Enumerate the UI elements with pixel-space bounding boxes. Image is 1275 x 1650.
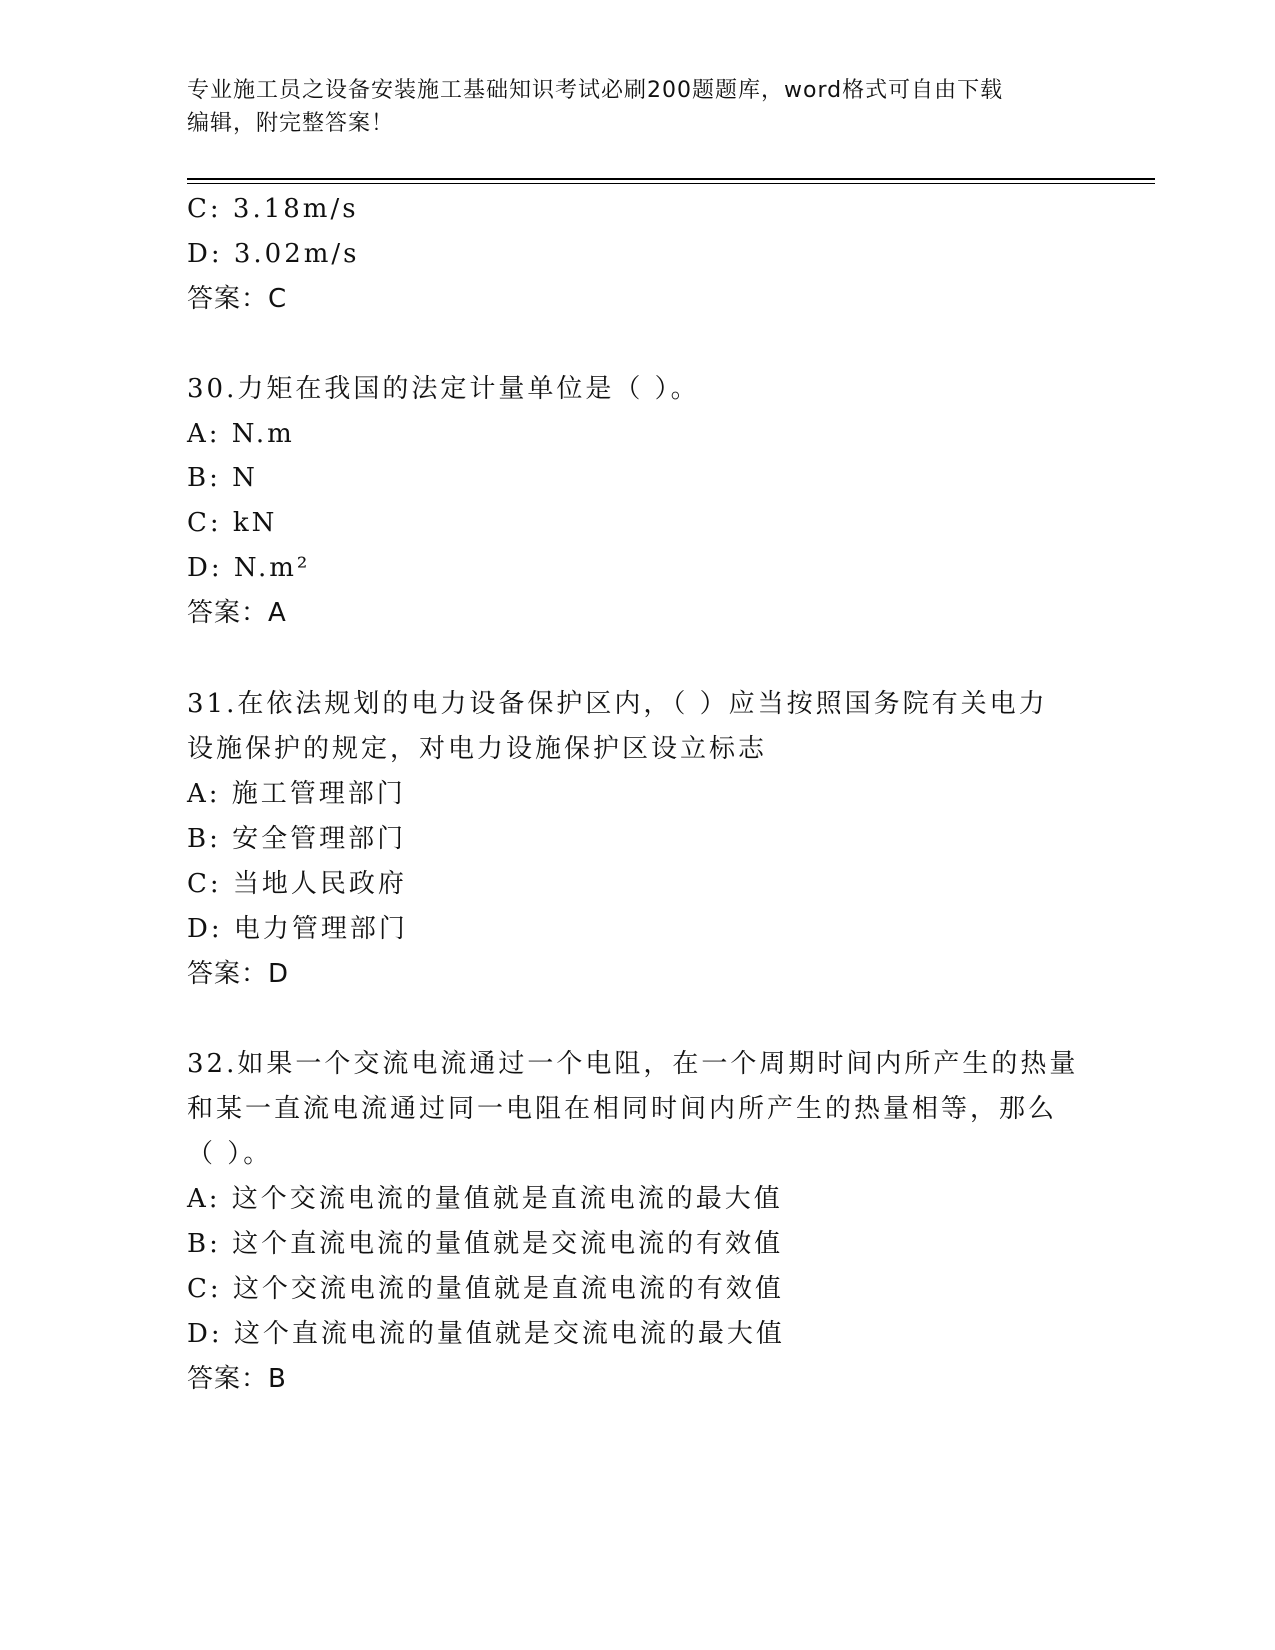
header-divider-thin — [187, 183, 1155, 184]
header-title-line-1: 专业施工员之设备安装施工基础知识考试必刷200题题库，word格式可自由下载 — [187, 78, 1004, 103]
question-30-option-c: C: kN — [187, 508, 278, 538]
header-divider-thick — [187, 178, 1155, 180]
question-32-option-c: C: 这个交流电流的量值就是直流电流的有效值 — [187, 1274, 784, 1304]
question-31-option-a: A: 施工管理部门 — [187, 779, 406, 809]
question-32-option-d: D: 这个直流电流的量值就是交流电流的最大值 — [187, 1319, 785, 1349]
carry-over-option-c: C: 3.18m/s — [187, 194, 359, 224]
question-31-answer: 答案：D — [187, 959, 290, 989]
question-32-answer: 答案：B — [187, 1364, 287, 1394]
question-31-stem-line-2: 设施保护的规定，对电力设施保护区设立标志 — [187, 734, 768, 764]
question-32-option-b: B: 这个直流电流的量值就是交流电流的有效值 — [187, 1229, 784, 1259]
question-32-stem-line-2: 和某一直流电流通过同一电阻在相同时间内所产生的热量相等，那么 — [187, 1094, 1058, 1124]
question-31-option-c: C: 当地人民政府 — [187, 869, 407, 899]
question-30-stem-line-1: 30.力矩在我国的法定计量单位是（ ）。 — [187, 374, 700, 404]
question-30-option-d: D: N.m² — [187, 553, 311, 583]
question-32-stem-line-3: （ ）。 — [187, 1139, 273, 1169]
question-32-option-a: A: 这个交流电流的量值就是直流电流的最大值 — [187, 1184, 783, 1214]
question-30-option-b: B: N — [187, 463, 258, 493]
header-title-line-2: 编辑，附完整答案！ — [187, 111, 395, 136]
question-31-option-b: B: 安全管理部门 — [187, 824, 407, 854]
question-30-answer: 答案：A — [187, 598, 287, 628]
carry-over-option-d: D: 3.02m/s — [187, 239, 360, 269]
question-30-option-a: A: N.m — [187, 419, 295, 449]
question-31-option-d: D: 电力管理部门 — [187, 914, 408, 944]
question-32-stem-line-1: 32.如果一个交流电流通过一个电阻，在一个周期时间内所产生的热量 — [187, 1049, 1079, 1079]
question-31-stem-line-1: 31.在依法规划的电力设备保护区内，（ ）应当按照国务院有关电力 — [187, 689, 1048, 719]
document-header — [187, 74, 1087, 140]
carry-over-answer: 答案：C — [187, 284, 288, 314]
